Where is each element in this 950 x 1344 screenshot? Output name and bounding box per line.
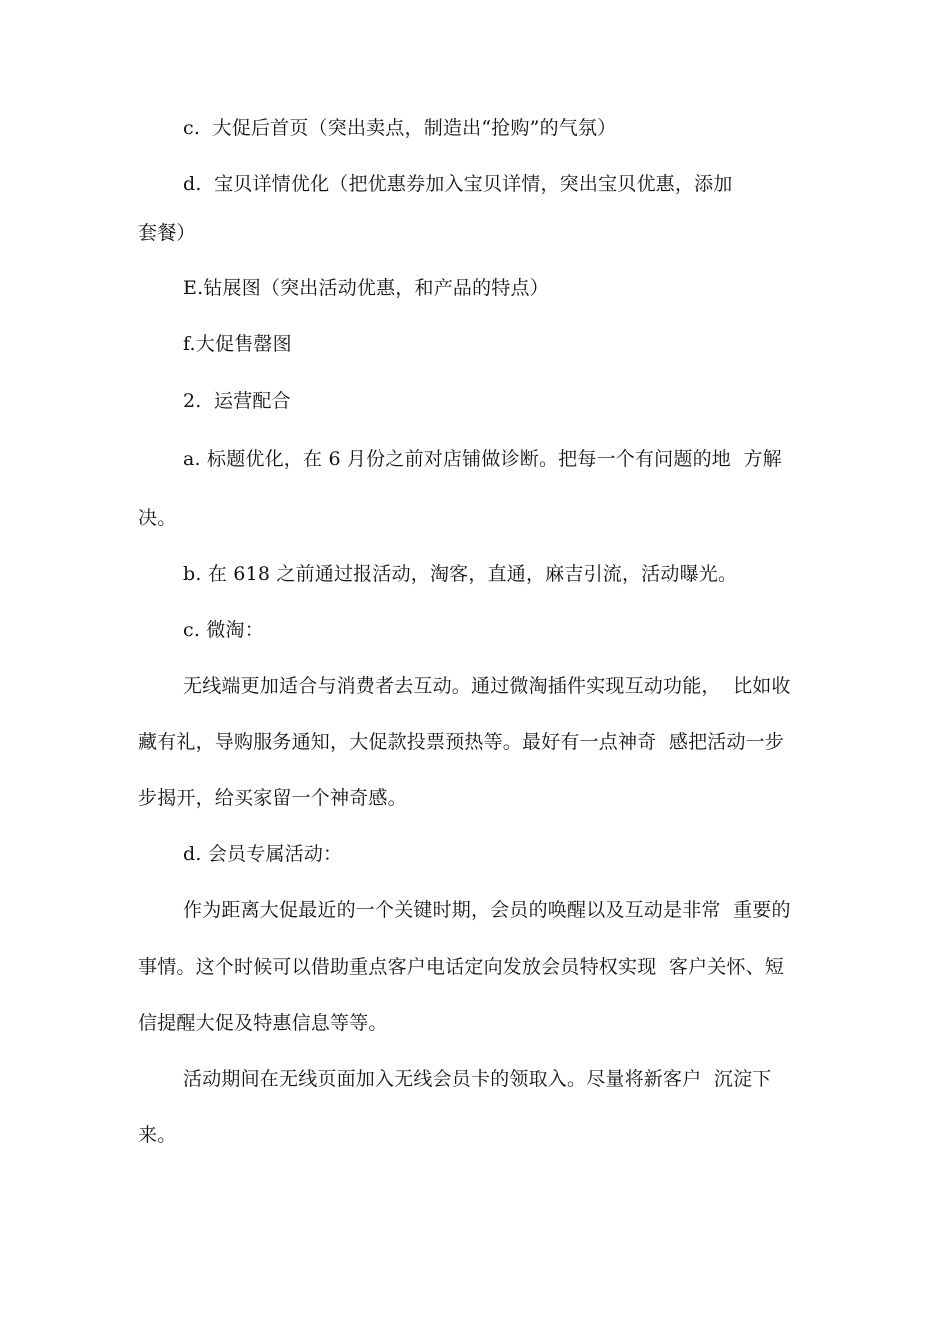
- text-line-9: b. 在 618 之前通过报活动，淘客，直通，麻吉引流，活动曝光。: [183, 563, 738, 585]
- text-line-14: d. 会员专属活动：: [183, 843, 343, 865]
- text-line-6: 2. 运营配合: [183, 390, 291, 412]
- text-line-1: c. 大促后首页（突出卖点，制造出“抢购”的气氛）: [183, 117, 617, 139]
- text-line-5: f.大促售罄图: [183, 333, 292, 355]
- text-line-4: E.钻展图（突出活动优惠，和产品的特点）: [183, 277, 549, 299]
- text-line-8: 决。: [138, 507, 177, 529]
- text-line-11: 无线端更加适合与消费者去互动。通过微淘插件实现互动功能， 比如收: [183, 675, 791, 697]
- text-line-19: 来。: [138, 1124, 177, 1146]
- text-line-10: c. 微淘：: [183, 619, 264, 641]
- text-line-7: a. 标题优化，在 6 月份之前对店铺做诊断。把每一个有问题的地 方解: [183, 448, 782, 470]
- text-line-16: 事情。这个时候可以借助重点客户电话定向发放会员特权实现 客户关怀、短: [138, 956, 785, 978]
- text-line-17: 信提醒大促及特惠信息等等。: [138, 1012, 388, 1034]
- text-line-13: 步揭开，给买家留一个神奇感。: [138, 787, 407, 809]
- text-line-15: 作为距离大促最近的一个关键时期，会员的唤醒以及互动是非常 重要的: [183, 899, 791, 921]
- text-line-2: d. 宝贝详情优化（把优惠券加入宝贝详情，突出宝贝优惠，添加: [183, 173, 733, 195]
- text-line-18: 活动期间在无线页面加入无线会员卡的领取入。尽量将新客户 沉淀下: [183, 1068, 772, 1090]
- text-line-12: 藏有礼，导购服务通知，大促款投票预热等。最好有一点神奇 感把活动一步: [138, 731, 785, 753]
- text-line-3: 套餐）: [138, 222, 196, 244]
